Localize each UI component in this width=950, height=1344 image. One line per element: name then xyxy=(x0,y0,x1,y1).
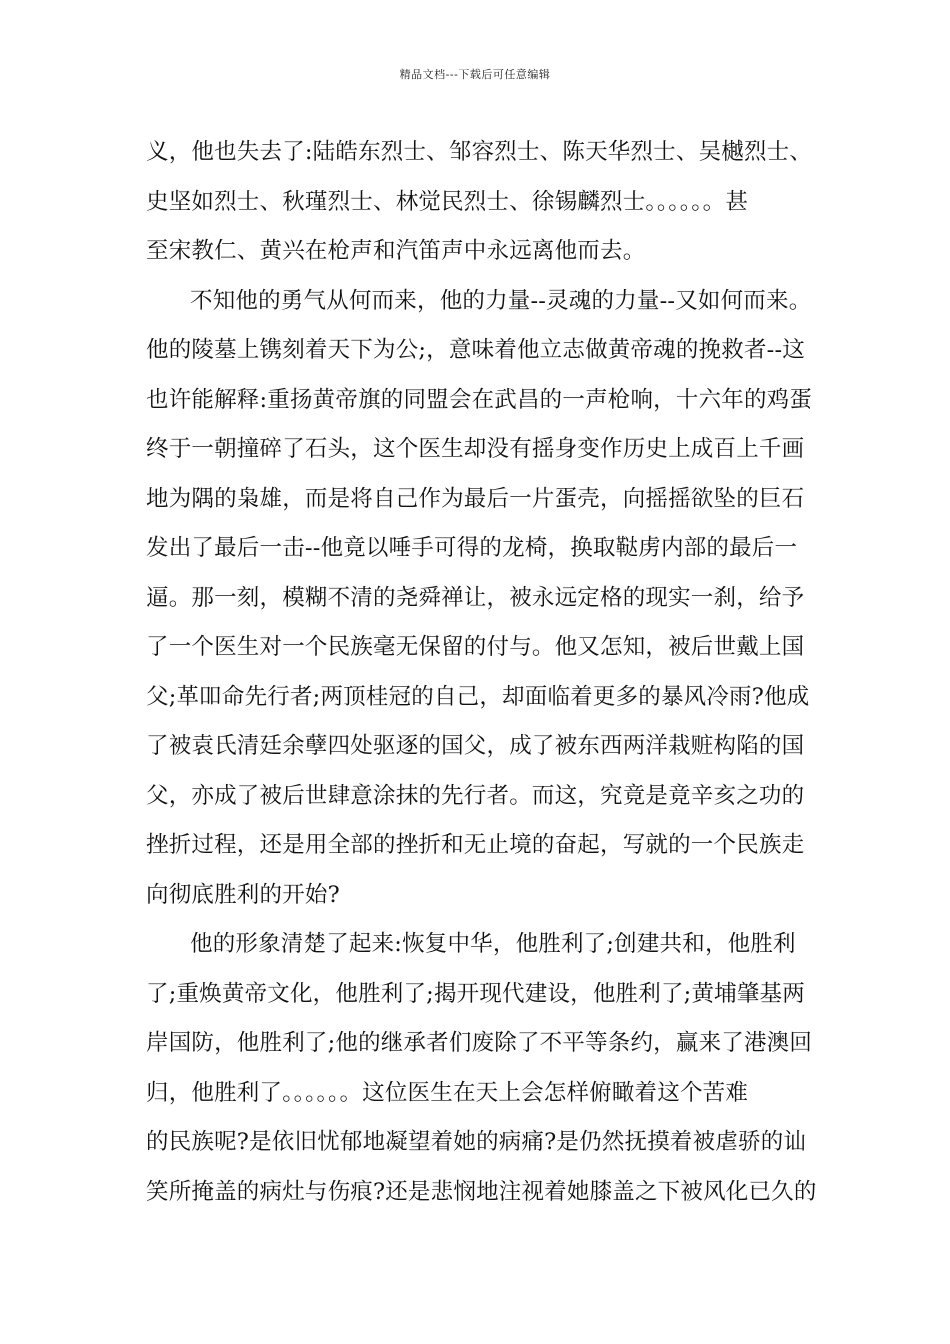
text-line: 笑所掩盖的病灶与伤痕?还是悲悯地注视着她膝盖之下被风化已久的 xyxy=(146,1178,817,1205)
text-line: 向彻底胜利的开始? xyxy=(146,881,340,908)
text-line: 他的陵墓上镌刻着天下为公;，意味着他立志做黄帝魂的挽救者--这 xyxy=(146,337,805,363)
text-line: 终于一朝撞碎了石头，这个医生却没有摇身变作历史上成百上千画 xyxy=(146,436,805,462)
document-body xyxy=(146,128,826,1217)
text-line: 归，他胜利了。。。。。。这位医生在天上会怎样俯瞰着这个苦难 xyxy=(146,1079,749,1106)
text-line: 父;革吅命先行者;两顶桂冠的自己，却面临着更多的暴风冷雨?他成 xyxy=(146,683,810,710)
paragraph-first-line: 不知他的勇气从何而来，他的力量--灵魂的力量--又如何而来。 xyxy=(190,287,812,314)
paragraph-first-line: 他的形象清楚了起来:恢复中华，他胜利了;创建共和，他胜利 xyxy=(190,931,796,957)
text-line: 的民族呢?是依旧忧郁地凝望着她的病痛?是仍然抚摸着被虐骄的讪 xyxy=(146,1129,807,1155)
text-line: 了一个医生对一个民族毫无保留的付与。他又怎知，被后世戴上国 xyxy=(146,634,805,660)
text-line: 挫折过程，还是用全部的挫折和无止境的奋起，写就的一个民族走 xyxy=(146,832,805,858)
text-line: 父，亦成了被后世肆意涂抹的先行者。而这，究竟是竟辛亥之功的 xyxy=(146,782,805,809)
text-line: 逼。那一刻，模糊不清的尧舜禅让，被永远定格的现实一刹，给予 xyxy=(146,584,805,611)
text-line: 也许能解释:重扬黄帝旗的同盟会在武昌的一声枪响，十六年的鸡蛋 xyxy=(146,386,813,413)
text-line: 地为隅的枭雄，而是将自己作为最后一片蛋壳，向摇摇欲坠的巨石 xyxy=(146,485,805,512)
text-line: 了被袁氏清廷余孽四处驱逐的国父，成了被东西两洋栽赃构陷的国 xyxy=(146,733,805,759)
text-line: 了;重焕黄帝文化，他胜利了;揭开现代建设，他胜利了;黄埔肇基两 xyxy=(146,980,805,1007)
text-line: 义，他也失去了:陆皓东烈士、邹容烈士、陈天华烈士、吴樾烈士、 xyxy=(146,139,813,165)
text-line: 发出了最后一击--他竟以唾手可得的龙椅，换取鞑虏内部的最后一 xyxy=(146,535,798,561)
text-line: 岸国防，他胜利了;他的继承者们废除了不平等条约，赢来了港澳回 xyxy=(146,1030,813,1056)
page-header: 精品文档---下载后可任意编辑 xyxy=(399,68,551,81)
text-line: 史坚如烈士、秋瑾烈士、林觉民烈士、徐锡麟烈士。。。。。。甚 xyxy=(146,188,749,215)
text-line: 至宋教仁、黄兴在枪声和汽笛声中永远离他而去。 xyxy=(146,238,646,264)
